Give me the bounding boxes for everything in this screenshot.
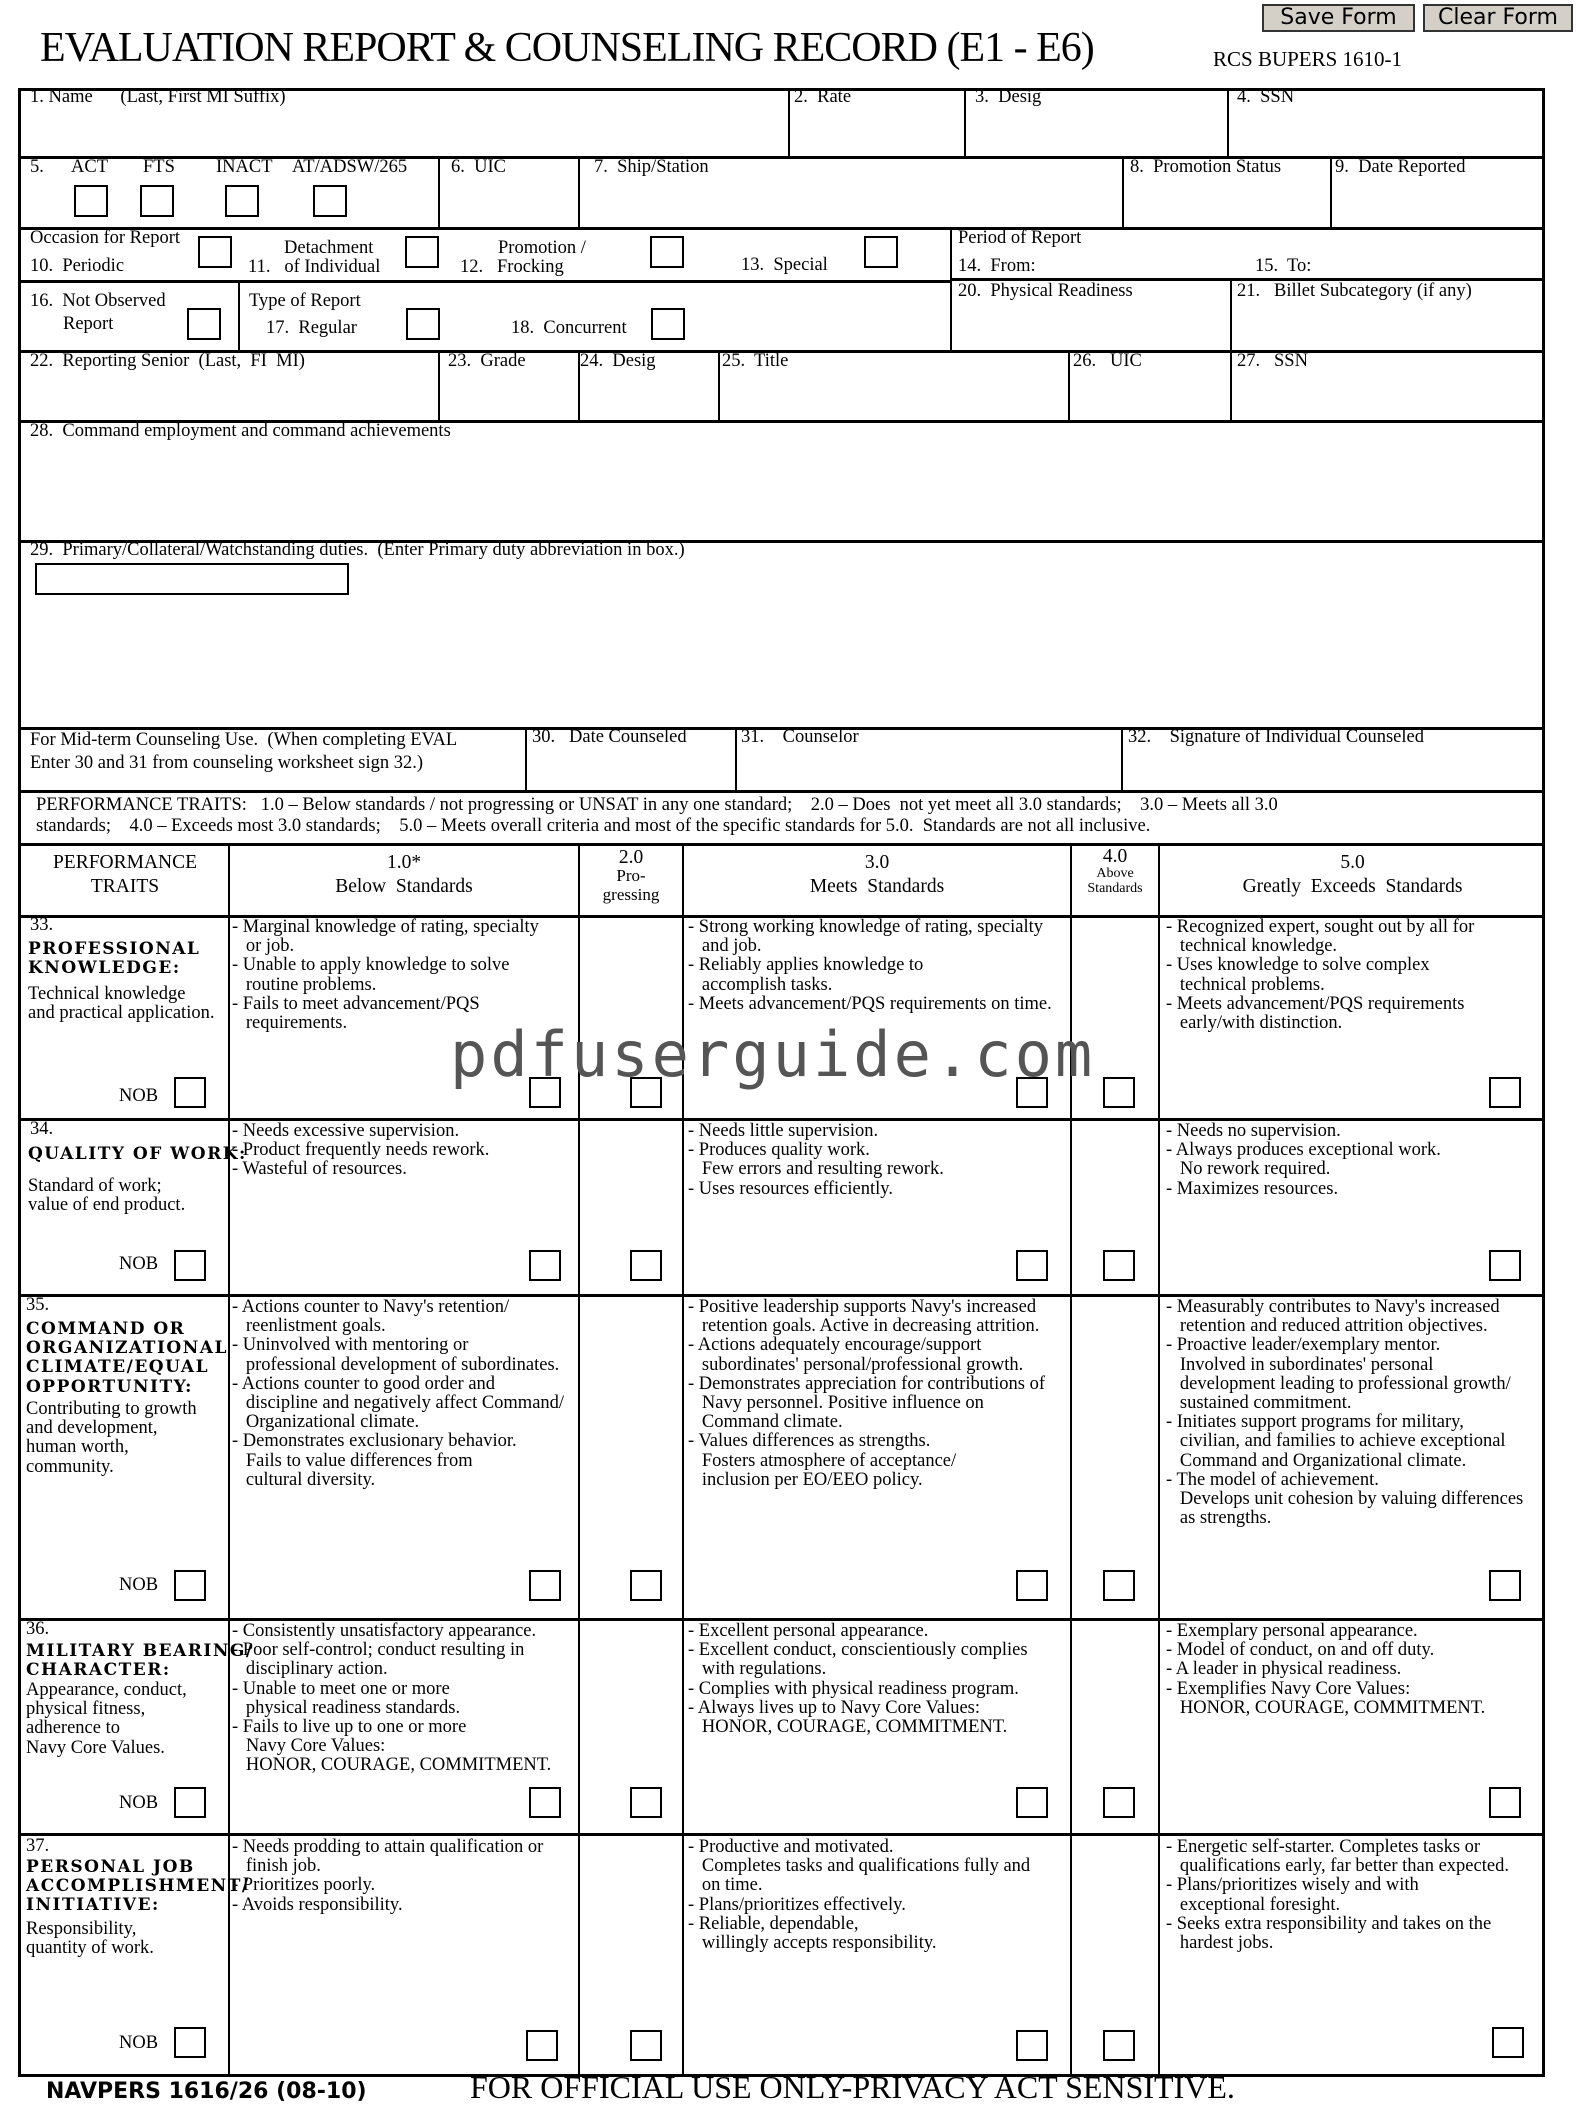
atadsw-checkbox[interactable] xyxy=(313,185,347,217)
trait-37-nob-label: NOB xyxy=(119,2033,159,2053)
trait-34-number: 34. xyxy=(30,1119,54,1139)
rcs-number: RCS BUPERS 1610-1 xyxy=(1213,47,1403,71)
field-16-not-observed-label: 16. Not Observed xyxy=(30,291,166,311)
trait-36-description: Appearance, conduct, physical fitness, adherence to Navy Core Values. xyxy=(26,1680,187,1758)
trait-36-5-checkbox[interactable] xyxy=(1489,1787,1521,1818)
trait-34-nob-checkbox[interactable] xyxy=(174,1250,206,1281)
performance-scale-line2: standards; 4.0 – Exceeds most 3.0 standards; 5.0 – Meets overall criteria and most of the specific standards for 5.0. Standards are not all inclusive. xyxy=(36,816,1151,836)
field-22-reporting-senior-label: 22. Reporting Senior (Last, FI MI) xyxy=(30,351,305,371)
watermark-text: pdfuserguide.com xyxy=(450,1018,1096,1091)
performance-scale-line1: PERFORMANCE TRAITS: 1.0 – Below standards / not progressing or UNSAT in any one standard; 2.0 – Does not yet meet all 3.0 standards; 3.0 – Meets all 3.0 xyxy=(36,795,1278,815)
field-6-uic-label: 6. UIC xyxy=(451,157,506,177)
field-29-duties-label: 29. Primary/Collateral/Watchstanding duties. (Enter Primary duty abbreviation in box.) xyxy=(30,540,685,560)
midterm-label-line1: For Mid-term Counseling Use. (When completing EVAL xyxy=(30,730,458,750)
field-3-desig-label: 3. Desig xyxy=(975,87,1042,107)
trait-35-4-checkbox[interactable] xyxy=(1103,1570,1135,1601)
trait-36-below-standards: - Consistently unsatisfactory appearance. - Poor self-control; conduct resulting in disciplinary action. - Unable to meet one or more physical readiness standards. - Fails to live up to one or more Navy Core Values: HONOR, COURAGE, COMMITMENT. xyxy=(232,1621,552,1776)
trait-35-2-checkbox[interactable] xyxy=(630,1570,662,1601)
trait-33-below-standards: - Marginal knowledge of rating, specialty or job. - Unable to apply knowledge to solve routine problems. - Fails to meet advancement/PQS requirements. xyxy=(232,917,539,1034)
trait-34-meets-standards: - Needs little supervision. - Produces quality work. Few errors and resulting rework. - Uses resources efficiently. xyxy=(688,1121,944,1199)
field-5-inact-label: INACT xyxy=(216,157,273,177)
col-header-traits: PERFORMANCE TRAITS xyxy=(52,852,198,897)
trait-37-below-standards: - Needs prodding to attain qualification or finish job. - Prioritizes poorly. - Avoids responsibility. xyxy=(232,1837,544,1915)
field-5-act-label: ACT xyxy=(71,157,108,177)
trait-35-greatly-exceeds: - Measurably contributes to Navy's increased retention and reduced attrition objectives. - Proactive leader/exemplary mentor. Involved in subordinates' personal development leading to professional growth/ sustained commitment. - Initiates support programs for military, civilian, and families to achieve exceptional Command and Organizational climate. - The model of achievement. Develops unit cohesion by valuing differences as strengths. xyxy=(1166,1297,1524,1529)
trait-36-4-checkbox[interactable] xyxy=(1103,1787,1135,1818)
periodic-checkbox[interactable] xyxy=(198,236,232,268)
col-header-2-num: 2.0 xyxy=(618,847,644,868)
col-header-3: 3.0 Meets Standards xyxy=(809,852,945,897)
trait-37-1-checkbox[interactable] xyxy=(526,2030,558,2061)
field-31-counselor-label: 31. Counselor xyxy=(741,727,859,747)
field-18-concurrent-label: 18. Concurrent xyxy=(511,318,627,338)
special-checkbox[interactable] xyxy=(864,236,898,268)
trait-36-meets-standards: - Excellent personal appearance. - Excellent conduct, conscientiously complies with regulations. - Complies with physical readiness program. - Always lives up to Navy Core Values: HONOR, COURAGE, COMMITMENT. xyxy=(688,1621,1028,1738)
form-title: EVALUATION REPORT & COUNSELING RECORD (E1 - E6) xyxy=(40,25,1094,71)
trait-33-name: PROFESSIONAL KNOWLEDGE: xyxy=(28,939,201,979)
field-4-ssn-label: 4. SSN xyxy=(1237,87,1295,107)
field-23-grade-label: 23. Grade xyxy=(448,351,526,371)
field-27-ssn-label: 27. SSN xyxy=(1237,351,1308,371)
form-id: NAVPERS 1616/26 (08-10) xyxy=(46,2079,367,2104)
trait-34-2-checkbox[interactable] xyxy=(630,1250,662,1281)
trait-34-1-checkbox[interactable] xyxy=(529,1250,561,1281)
col-header-4-label: Above Standards xyxy=(1087,866,1143,896)
trait-33-4-checkbox[interactable] xyxy=(1103,1077,1135,1108)
field-20-physical-readiness-label: 20. Physical Readiness xyxy=(958,281,1133,301)
field-32-signature-label: 32. Signature of Individual Counseled xyxy=(1128,727,1424,747)
trait-37-description: Responsibility, quantity of work. xyxy=(26,1919,154,1959)
not-observed-checkbox[interactable] xyxy=(187,308,221,340)
field-21-billet-label: 21. Billet Subcategory (if any) xyxy=(1237,281,1472,301)
type-of-report-label: Type of Report xyxy=(249,291,361,311)
trait-34-3-checkbox[interactable] xyxy=(1016,1250,1048,1281)
field-14-from-label: 14. From: xyxy=(958,256,1036,276)
field-1-name-label: 1. Name (Last, First MI Suffix) xyxy=(30,87,286,107)
field-28-command-label: 28. Command employment and command achievements xyxy=(30,421,451,441)
field-26-uic-label: 26. UIC xyxy=(1073,351,1142,371)
act-checkbox[interactable] xyxy=(74,185,108,217)
primary-duty-input[interactable] xyxy=(35,563,349,595)
field-24-desig-label: 24. Desig xyxy=(580,351,656,371)
field-30-date-counseled-label: 30. Date Counseled xyxy=(532,727,687,747)
field-13-special-label: 13. Special xyxy=(741,255,828,275)
field-12-frocking-label: 12. Frocking xyxy=(460,257,564,277)
fts-checkbox[interactable] xyxy=(140,185,174,217)
field-2-rate-label: 2. Rate xyxy=(794,87,852,107)
period-of-report-label: Period of Report xyxy=(958,228,1082,248)
col-header-2-label: Pro- gressing xyxy=(602,866,660,904)
trait-37-5-checkbox[interactable] xyxy=(1492,2027,1524,2058)
trait-37-nob-checkbox[interactable] xyxy=(174,2027,206,2058)
field-25-title-label: 25. Title xyxy=(722,351,789,371)
trait-36-nob-label: NOB xyxy=(119,1793,159,1813)
trait-33-5-checkbox[interactable] xyxy=(1489,1077,1521,1108)
occasion-label: Occasion for Report xyxy=(30,228,181,248)
trait-35-meets-standards: - Positive leadership supports Navy's increased retention goals. Active in decreasing attrition. - Actions adequately encourage/support subordinates' personal/professional growth. - Demonstrates appreciation for contributions of Navy personnel. Positive influence on Command climate. - Values differences as strengths. Fosters atmosphere of acceptance/ inclusion per EO/EEO policy. xyxy=(688,1297,1046,1490)
trait-37-meets-standards: - Productive and motivated. Completes tasks and qualifications fully and on time. - Plans/prioritizes effectively. - Reliable, dependable, willingly accepts responsibility. xyxy=(688,1837,1031,1954)
trait-36-greatly-exceeds: - Exemplary personal appearance. - Model of conduct, on and off duty. - A leader in physical readiness. - Exemplifies Navy Core Values: HONOR, COURAGE, COMMITMENT. xyxy=(1166,1621,1486,1718)
trait-36-number: 36. xyxy=(26,1619,50,1639)
trait-33-description: Technical knowledge and practical application. xyxy=(28,984,215,1024)
field-12-promotion-label: Promotion / xyxy=(498,238,586,258)
concurrent-checkbox[interactable] xyxy=(651,308,685,340)
trait-35-3-checkbox[interactable] xyxy=(1016,1570,1048,1601)
col-header-1: 1.0* Below Standards xyxy=(335,852,473,897)
trait-33-meets-standards: - Strong working knowledge of rating, specialty and job. - Reliably applies knowledge to accomplish tasks. - Meets advancement/PQS requirements on time. xyxy=(688,917,1052,1014)
trait-37-2-checkbox[interactable] xyxy=(630,2030,662,2061)
trait-35-name: COMMAND OR ORGANIZATIONAL CLIMATE/EQUAL OPPORTUNITY: xyxy=(26,1319,228,1397)
trait-36-name: MILITARY BEARING/ CHARACTER: xyxy=(26,1641,254,1681)
trait-34-description: Standard of work; value of end product. xyxy=(28,1176,186,1216)
trait-34-5-checkbox[interactable] xyxy=(1489,1250,1521,1281)
trait-33-nob-label: NOB xyxy=(119,1086,159,1106)
privacy-notice: FOR OFFICIAL USE ONLY-PRIVACY ACT SENSITIVE. xyxy=(470,2069,1235,2105)
trait-33-greatly-exceeds: - Recognized expert, sought out by all for technical knowledge. - Uses knowledge to solve complex technical problems. - Meets advancement/PQS requirements early/with distinction. xyxy=(1166,917,1475,1034)
trait-34-below-standards: - Needs excessive supervision. - Product frequently needs rework. - Wasteful of resources. xyxy=(232,1121,490,1180)
promotion-frocking-checkbox[interactable] xyxy=(650,236,684,268)
field-8-promotion-status-label: 8. Promotion Status xyxy=(1130,157,1282,177)
trait-37-4-checkbox[interactable] xyxy=(1103,2030,1135,2061)
field-16-report-label: Report xyxy=(63,314,114,334)
trait-35-nob-checkbox[interactable] xyxy=(174,1570,206,1601)
trait-37-greatly-exceeds: - Energetic self-starter. Completes tasks or qualifications early, far better than expected. - Plans/prioritizes wisely and with exceptional foresight. - Seeks extra responsibility and takes on the hardest jobs. xyxy=(1166,1837,1509,1954)
field-10-periodic-label: 10. Periodic xyxy=(30,256,125,276)
field-5-label: 5. xyxy=(30,157,44,177)
trait-36-3-checkbox[interactable] xyxy=(1016,1787,1048,1818)
inact-checkbox[interactable] xyxy=(225,185,259,217)
save-form-button[interactable]: Save Form xyxy=(1262,4,1415,32)
trait-37-3-checkbox[interactable] xyxy=(1016,2030,1048,2061)
trait-34-4-checkbox[interactable] xyxy=(1103,1250,1135,1281)
col-header-5: 5.0 Greatly Exceeds Standards xyxy=(1242,852,1463,897)
trait-34-greatly-exceeds: - Needs no supervision. - Always produces exceptional work. No rework required. - Maximizes resources. xyxy=(1166,1121,1441,1199)
field-5-fts-label: FTS xyxy=(143,157,175,177)
trait-36-1-checkbox[interactable] xyxy=(529,1787,561,1818)
field-11-detachment-label: Detachment xyxy=(284,238,374,258)
trait-35-1-checkbox[interactable] xyxy=(529,1570,561,1601)
trait-35-description: Contributing to growth and development, human worth, community. xyxy=(26,1399,197,1477)
trait-34-nob-label: NOB xyxy=(119,1254,159,1274)
field-11-individual-label: 11. of Individual xyxy=(248,257,381,277)
trait-34-name: QUALITY OF WORK: xyxy=(28,1144,247,1164)
midterm-label-line2: Enter 30 and 31 from counseling worksheet sign 32.) xyxy=(30,753,424,773)
field-17-regular-label: 17. Regular xyxy=(266,318,357,338)
trait-36-nob-checkbox[interactable] xyxy=(174,1787,206,1818)
field-9-date-reported-label: 9. Date Reported xyxy=(1335,157,1466,177)
trait-37-number: 37. xyxy=(26,1836,50,1856)
field-15-to-label: 15. To: xyxy=(1255,256,1312,276)
trait-35-number: 35. xyxy=(26,1295,50,1315)
trait-37-name: PERSONAL JOB ACCOMPLISHMENT/ INITIATIVE: xyxy=(26,1857,250,1916)
trait-33-nob-checkbox[interactable] xyxy=(174,1077,206,1108)
col-header-4-num: 4.0 xyxy=(1102,846,1128,867)
trait-35-5-checkbox[interactable] xyxy=(1489,1570,1521,1601)
regular-checkbox[interactable] xyxy=(406,308,440,340)
clear-form-button[interactable]: Clear Form xyxy=(1423,4,1573,32)
trait-35-below-standards: - Actions counter to Navy's retention/ reenlistment goals. - Uninvolved with mentoring or professional development of subordinates. - Actions counter to good order and discipline and negatively affect Command/ Organizational climate. - Demonstrates exclusionary behavior. Fails to value differences from cultural diversity. xyxy=(232,1297,565,1490)
trait-36-2-checkbox[interactable] xyxy=(630,1787,662,1818)
trait-33-number: 33. xyxy=(30,915,54,935)
field-5-atadsw-label: AT/ADSW/265 xyxy=(292,157,408,177)
trait-35-nob-label: NOB xyxy=(119,1575,159,1595)
field-7-ship-label: 7. Ship/Station xyxy=(594,157,709,177)
detachment-checkbox[interactable] xyxy=(405,236,439,268)
